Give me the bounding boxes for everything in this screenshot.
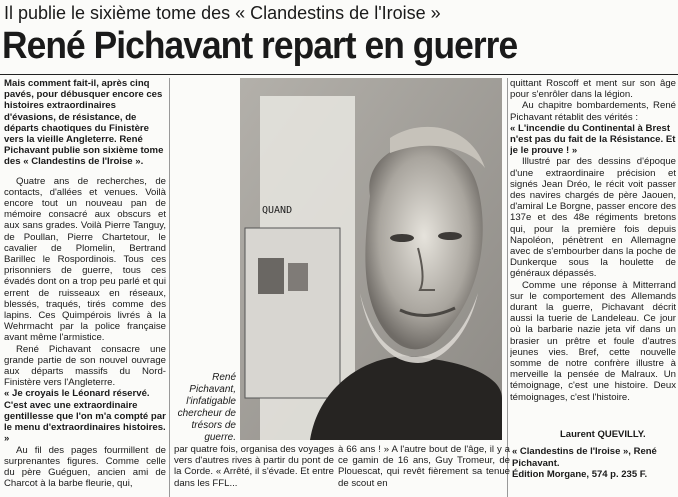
col4-paragraph-3: Illustré par des dessins d'époque d'une extraordinaire précision et signés Jean Dréo, le récit voit passer des navires chargés de père Jaouen, d'amiral Le Borgne, passer encore des 137e et des 48e régiments bretons qui, pour la première fois depuis Napoléon, pénètrent en Allemagne avec de s'embourber dans la poche de Dunkerque sous la houlette de généraux dépassés. <box>510 156 676 280</box>
headline-rule <box>0 74 678 75</box>
portrait-photo <box>240 78 502 440</box>
book-title: « Clandestins de l'Iroise », René Pichavant. <box>512 446 657 469</box>
article-headline: René Pichavant repart en guerre <box>2 25 518 67</box>
col1-quote: « Je croyais le Léonard réservé. C'est avec une extraordinaire gentillesse que l'on m'a compté par le menu d'extraordinaires histoires. » <box>4 388 166 445</box>
portrait-photo-drawing <box>240 78 502 440</box>
author-byline: Laurent QUEVILLY. <box>560 429 646 440</box>
col4-paragraph-1: quittant Roscoff et ment sur son âge pour s'enrôler dans la légion. <box>510 78 676 101</box>
article-column-2-bottom <box>174 444 334 497</box>
col2-paragraph: par quatre fois, organisa des voyages vers d'autres rives à partir du pont de la Corde. « Arrêté, il s'évade. Et entre dans les FFL... <box>174 444 334 489</box>
col1-paragraph-3: Au fil des pages fourmillent de surprenantes figures. Comme celle du père Guéguen, ancien ami de Charcot à la barbe fleurie, qui, <box>4 444 166 490</box>
col1-paragraph-2: René Pichavant consacre une grande partie de son nouvel ouvrage aux départs massifs du Nord-Finistère vers l'Angleterre. <box>4 343 166 389</box>
article-kicker: Il publie le sixième tome des « Clandestins de l'Iroise » <box>4 3 441 23</box>
col1-paragraph-1: Quatre ans de recherches, de contacts, d'allées et venues. Voilà encore tout un nouveau pan de mémoire consacré aux obscurs et aux sans grades. Voilà Pierre Tanguy, de Poullan, Pierre Chartetour, le cavalier de Plomelin, Bertrand Barillec le Rospordinois. Tous ces prisonniers de guerre, tous ces évadés dont on a trop peu parlé et qui errent de ruisseaux en réseaux, blessés, traqués, tirés comme des lapins. Ces Quimpérois livrés à la Wehrmacht par la police française avant même l'armistice. <box>4 175 166 344</box>
col4-quote: « L'incendie du Continental à Brest n'est pas du fait de la Résistance. Et je le prouve ! » <box>510 122 676 157</box>
column-divider <box>507 78 508 497</box>
article-column-1 <box>4 78 166 497</box>
article-lead: Mais comment fait-il, après cinq pavés, pour débusquer encore ces histoires extraordinaires d'évasions, de résistance, de départs chaotiques du Finistère vers la vieille Angleterre. René Pichavant publie son sixième tome des « Clandestins de l'Iroise ». <box>4 78 164 168</box>
col3-paragraph: à 66 ans ! » A l'autre bout de l'âge, il y a ce gamin de 16 ans, Guy Tromeur, de Plouescat, qui revêt fièrement sa tenue de scout en <box>338 444 510 489</box>
book-infobox <box>512 446 674 481</box>
col4-paragraph-4: Comme une réponse à Mitterrand sur le comportement des Allemands durant la guerre, Pichavant décrit aussi la tuerie de Landeleau. Ce jour où la barbarie nazie jeta vif dans un brasier un prêtre et foule d'autres jeunes vies. Bref, cette nouvelle somme de notre confrère illustre à merveille la pensée de Malraux. Un témoignage, c'est une histoire. Deux témoignages, c'est l'histoire. <box>510 279 676 403</box>
book-edition: Édition Morgane, 574 p. 235 F. <box>512 469 648 480</box>
column-divider <box>169 78 170 497</box>
article-column-4 <box>510 78 676 426</box>
photo-sign-text: QUAND <box>262 205 293 216</box>
article-column-3-bottom <box>338 444 510 497</box>
photo-caption: René Pichavant, l'infatigable chercheur de trésors de guerre. <box>177 372 236 443</box>
col4-paragraph-2: Au chapitre bombardements, René Pichavant rétablit des vérités : <box>510 100 676 123</box>
